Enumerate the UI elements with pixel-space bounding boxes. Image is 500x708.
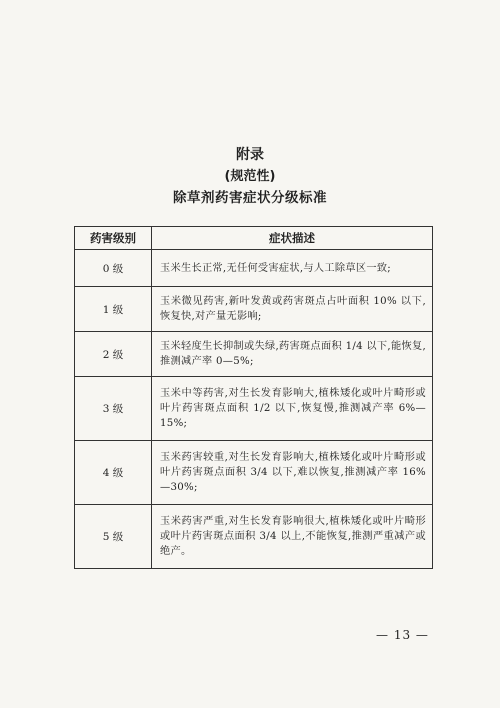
level-cell: 5 级: [75, 505, 152, 569]
normative-label: (规范性): [224, 169, 276, 184]
description-cell: 玉米生长正常,无任何受害症状,与人工除草区一致;: [152, 250, 433, 287]
table-row: [75, 441, 433, 505]
column-header-level: 药害级别: [75, 227, 152, 250]
page-number: — 13 —: [376, 628, 429, 642]
table-row: [75, 505, 433, 569]
damage-grading-table: [74, 226, 433, 569]
table-header-row: [75, 227, 433, 250]
table-title: 除草剂药害症状分级标准: [173, 190, 327, 206]
description-cell: 玉米药害严重,对生长发育影响很大,植株矮化或叶片畸形或叶片药害斑点面积 3/4 以上,不能恢复,推测严重减产或绝产。: [152, 505, 433, 569]
column-header-description: 症状描述: [152, 227, 433, 250]
description-cell: 玉米药害较重,对生长发育影响大,植株矮化或叶片畸形或叶片药害斑点面积 3/4 以下,难以恢复,推测减产率 16%—30%;: [152, 441, 433, 505]
table-row: [75, 250, 433, 287]
level-cell: 1 级: [75, 287, 152, 332]
level-cell: 3 级: [75, 377, 152, 441]
description-cell: 玉米中等药害,对生长发育影响大,植株矮化或叶片畸形或叶片药害斑点面积 1/2 以下,恢复慢,推测减产率 6%—15%;: [152, 377, 433, 441]
table-row: [75, 377, 433, 441]
level-cell: 4 级: [75, 441, 152, 505]
description-cell: 玉米微见药害,新叶发黄或药害斑点占叶面积 10% 以下,恢复快,对产量无影响;: [152, 287, 433, 332]
table-row: [75, 332, 433, 377]
level-cell: 2 级: [75, 332, 152, 377]
description-cell: 玉米轻度生长抑制或失绿,药害斑点面积 1/4 以下,能恢复,推测减产率 0—5%;: [152, 332, 433, 377]
level-cell: 0 级: [75, 250, 152, 287]
table-row: [75, 287, 433, 332]
appendix-heading: 附录: [236, 147, 264, 163]
